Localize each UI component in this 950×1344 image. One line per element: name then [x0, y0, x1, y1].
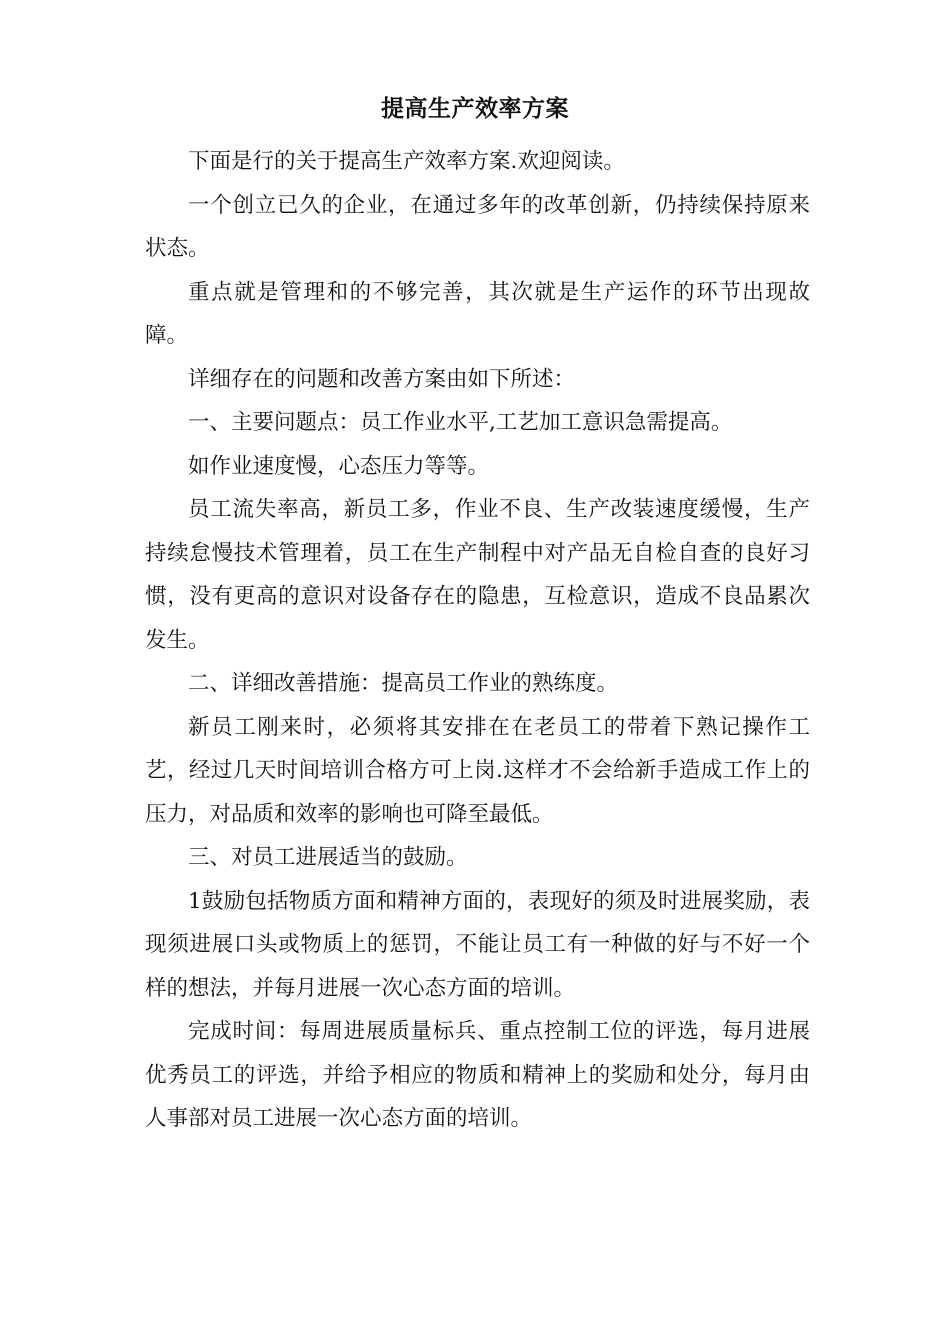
paragraph-section-1-details: 员工流失率高，新员工多，作业不良、生产改装速度缓慢，生产持续怠慢技术管理着，员工在生产制程中对产品无自检自查的良好习惯，没有更高的意识对设备存在的隐患，互检意识，造成不良品累次发生。: [145, 497, 810, 653]
document-title: 提高生产效率方案: [381, 95, 569, 122]
paragraph-section-2-heading: 二、详细改善措施：提高员工作业的熟练度。: [188, 671, 619, 696]
paragraph-section-1-example: 如作业速度慢，心态压力等等。: [188, 453, 490, 479]
paragraph-intro: 下面是行的关于提高生产效率方案.欢迎阅读。: [188, 149, 625, 174]
paragraph-key-issues: 重点就是管理和的不够完善，其次就是生产运作的环节出现故障。: [145, 279, 810, 348]
document-body: [145, 140, 810, 1141]
paragraph-company-background: 一个创立已久的企业，在通过多年的改革创新，仍持续保持原来状态。: [145, 192, 810, 261]
paragraph-section-1-heading: 一、主要问题点：员工作业水平,工艺加工意识急需提高。: [188, 410, 733, 435]
paragraph-section-2-details: 新员工刚来时，必须将其安排在在老员工的带着下熟记操作工艺，经过几天时间培训合格方可上岗.这样才不会给新手造成工作上的压力，对品质和效率的影响也可降至最低。: [145, 714, 810, 827]
paragraph-section-3-details: 1鼓励包括物质方面和精神方面的，表现好的须及时进展奖励，表现须进展口头或物质上的惩罚，不能让员工有一种做的好与不好一个样的想法，并每月进展一次心态方面的培训。: [145, 888, 810, 1001]
paragraph-section-3-heading: 三、对员工进展适当的鼓励。: [188, 845, 468, 870]
paragraph-overview: 详细存在的问题和改善方案由如下所述：: [188, 366, 576, 392]
paragraph-completion-time: 完成时间：每周进展质量标兵、重点控制工位的评选，每月进展优秀员工的评选，并给予相应的物质和精神上的奖励和处分，每月由人事部对员工进展一次心态方面的培训。: [145, 1019, 810, 1131]
